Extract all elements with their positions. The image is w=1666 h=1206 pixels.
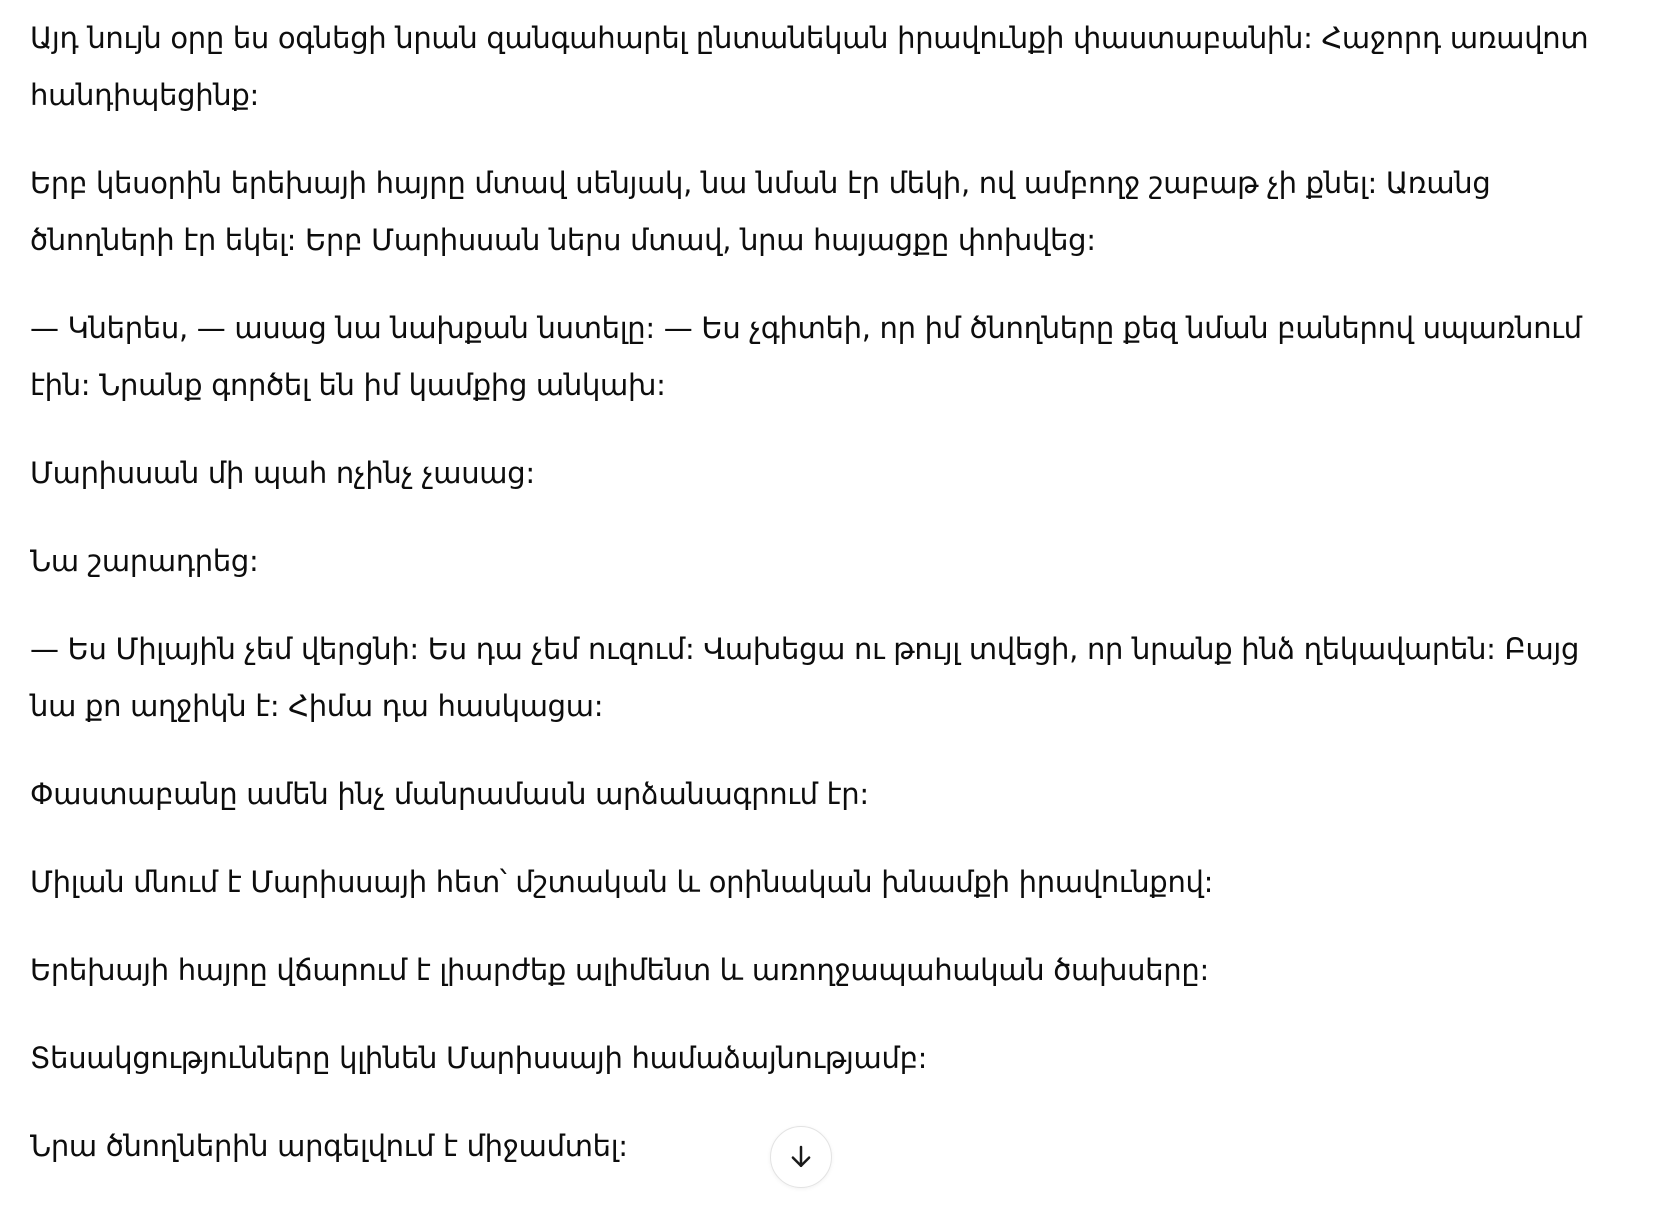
- message-paragraph: Նա շարադրեց:: [30, 544, 259, 578]
- message-paragraph: Միլան մնում է Մարիսսայի հետ՝ մշտական և օրինական խնամքի իրավունքով:: [30, 865, 1214, 899]
- message-paragraph: Տեսակցությունները կլինեն Մարիսսայի համաձայնությամբ:: [30, 1041, 928, 1075]
- message-paragraph: — Ես Միլային չեմ վերցնի: Ես դա չեմ ուզում: Վախեցա ու թույլ տվեցի, որ նրանք ինձ ղեկավարեն: Բայց նա քո աղջիկն է: Հիմա դա հասկացա:: [30, 632, 1580, 723]
- chat-message-text: [30, 10, 1630, 1206]
- message-paragraph: Մարիսսան մի պահ ոչինչ չասաց:: [30, 456, 535, 490]
- message-paragraph: Այդ նույն օրը ես օգնեցի նրան զանգահարել ընտանեկան իրավունքի փաստաբանին: Հաջորդ առավոտ հանդիպեցինք:: [30, 21, 1589, 112]
- message-paragraph: Երեխայի հայրը վճարում է լիարժեք ալիմենտ և առողջապահական ծախսերը:: [30, 953, 1209, 987]
- scroll-to-bottom-button[interactable]: [770, 1126, 832, 1188]
- message-paragraph: Երբ կեսօրին երեխայի հայրը մտավ սենյակ, նա նման էր մեկի, ով ամբողջ շաբաթ չի քնել: Առանց ծնողների էր եկել: Երբ Մարիսսան ներս մտավ, նրա հայացքը փոխվեց:: [30, 166, 1491, 257]
- arrow-down-icon: [786, 1142, 816, 1172]
- message-paragraph: Նրա ծնողներին արգելվում է միջամտել:: [30, 1129, 628, 1163]
- message-paragraph: Փաստաբանը ամեն ինչ մանրամասն արձանագրում էր:: [30, 777, 869, 811]
- message-paragraph: — Կներես, — ասաց նա նախքան նստելը: — Ես չգիտեի, որ իմ ծնողները քեզ նման բաներով սպառնում էին: Նրանք գործել են իմ կամքից անկախ:: [30, 311, 1582, 402]
